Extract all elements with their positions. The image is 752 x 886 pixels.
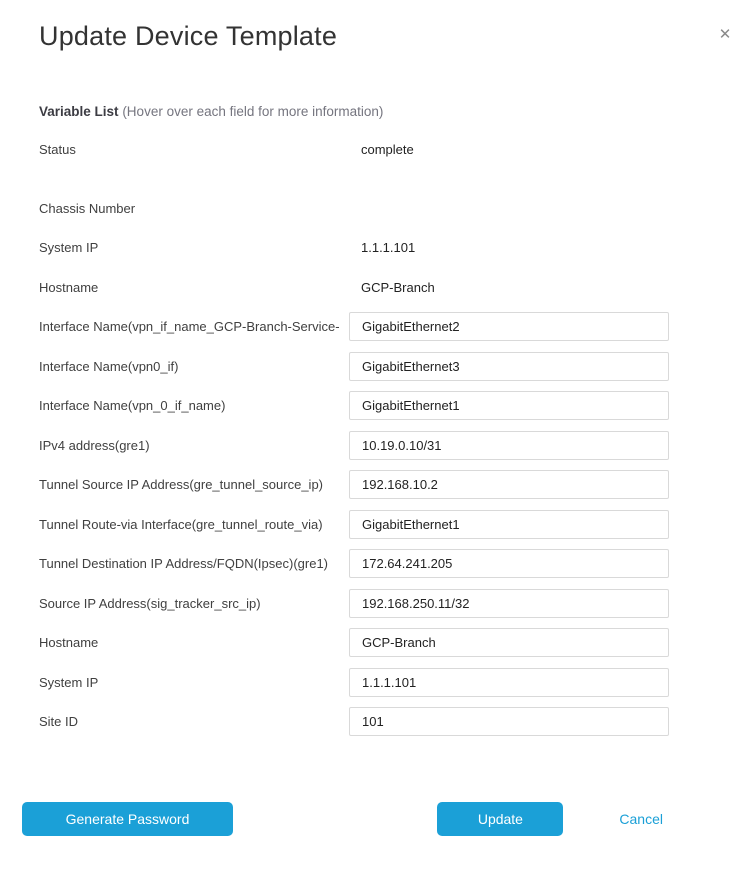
update-device-template-dialog — [0, 21, 752, 886]
cancel-button[interactable]: Cancel — [619, 810, 663, 827]
field-label: System IP — [39, 240, 99, 256]
field-input[interactable] — [349, 510, 669, 539]
dialog-footer — [0, 802, 752, 836]
field-label: Chassis Number — [39, 200, 136, 216]
form-row — [0, 130, 752, 170]
form-row — [0, 623, 752, 663]
field-value: 1.1.1.101 — [361, 240, 416, 256]
field-label: Tunnel Destination IP Address/FQDN(Ipsec)(gre1) — [39, 556, 329, 572]
field-input[interactable] — [349, 589, 669, 618]
form-row — [0, 663, 752, 703]
field-input[interactable] — [349, 549, 669, 578]
form-row — [0, 268, 752, 308]
field-label: Hostname — [39, 635, 99, 651]
field-label: Tunnel Source IP Address(gre_tunnel_source_ip) — [39, 477, 324, 493]
field-input[interactable] — [349, 312, 669, 341]
form-row — [0, 386, 752, 426]
field-input[interactable] — [349, 431, 669, 460]
form-row — [0, 307, 752, 347]
field-input[interactable] — [349, 470, 669, 499]
field-label: Source IP Address(sig_tracker_src_ip) — [39, 595, 261, 611]
form-row — [0, 228, 752, 268]
update-button[interactable]: Update — [437, 802, 563, 836]
field-input[interactable] — [349, 668, 669, 697]
close-icon[interactable]: ✕ — [718, 26, 732, 43]
form-row — [0, 584, 752, 624]
form-row — [0, 505, 752, 545]
generate-password-button[interactable]: Generate Password — [22, 802, 233, 836]
field-label: Hostname — [39, 279, 99, 295]
field-input[interactable] — [349, 391, 669, 420]
field-label: Interface Name(vpn_if_name_GCP-Branch-Service- — [39, 319, 340, 335]
field-label: IPv4 address(gre1) — [39, 437, 150, 453]
field-input[interactable] — [349, 628, 669, 657]
field-label: Status — [39, 142, 76, 158]
field-label: Interface Name(vpn0_if) — [39, 358, 179, 374]
variable-list-header — [39, 104, 752, 119]
field-input[interactable] — [349, 707, 669, 736]
field-value: complete — [361, 142, 414, 158]
field-label: System IP — [39, 674, 99, 690]
form-row — [0, 189, 752, 229]
dialog-title: Update Device Template — [39, 21, 338, 51]
field-input[interactable] — [349, 352, 669, 381]
field-label: Interface Name(vpn_0_if_name) — [39, 398, 226, 414]
form-row — [0, 347, 752, 387]
variable-list — [0, 130, 752, 742]
variable-list-heading: Variable List — [39, 104, 119, 119]
form-row — [0, 426, 752, 466]
field-value: GCP-Branch — [361, 279, 435, 295]
form-row — [0, 544, 752, 584]
field-label: Tunnel Route-via Interface(gre_tunnel_route_via) — [39, 516, 323, 532]
form-row — [0, 702, 752, 742]
field-label: Site ID — [39, 714, 79, 730]
variable-list-hint: (Hover over each field for more information) — [122, 104, 384, 119]
form-row — [0, 465, 752, 505]
